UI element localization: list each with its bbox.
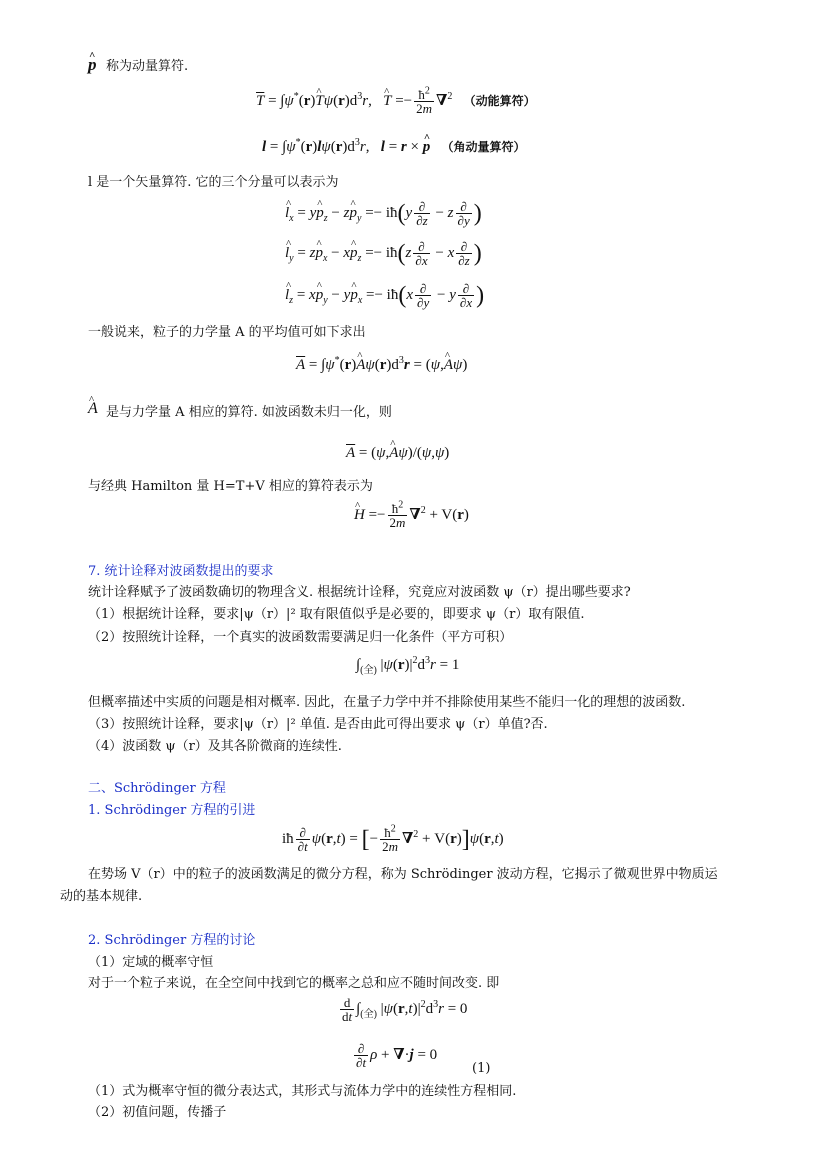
equation-lx: l $\^{}_x$ = yp $\^{}_z$ − zp $\^{}_y$ =− iħ(y $\frac{\partial}{\partial z}$ − z $\frac{\partial}{\partial y}$ )	[285, 200, 482, 227]
p-intro-text: 称为动量算符.	[106, 59, 189, 74]
equation-ly: l $\^{}_y$ = zp $\^{}_x$ − xp $\^{}_z$ =− iħ(z $\frac{\partial}{\partial x}$ − x $\frac{\partial}{\partial z}$ )	[285, 240, 482, 267]
l-vector-text: l 是一个矢量算符. 它的三个分量可以表示为	[88, 175, 339, 190]
equation-number-1: (1)	[472, 1061, 491, 1076]
angular-note: （角动量算符）	[441, 140, 526, 154]
p-hat-symbol: p ^	[88, 54, 97, 76]
a-hat-symbol: A ^	[88, 398, 98, 420]
all-space-label: (全)	[360, 665, 377, 676]
section-1-paragraph-line-1: 在势场 V（r）中的粒子的波函数满足的微分方程，称为 Schrödinger 波动方程，它揭示了微观世界中物质运	[88, 867, 718, 882]
section-7-item-3: （3）按照统计诠释，要求|ψ（r）|² 单值. 是否由此可得出要求 ψ（r）单值?否.	[88, 717, 548, 732]
equation-schrodinger: iħ $\frac{\partial}{\partial t}$ ψ(r,t) = [− $\frac{ħ^2}{2m}$ ∇$^2$ + V(r)]ψ(r,t)	[282, 823, 504, 854]
equation-lz: l $\^{}_z$ = xp $\^{}_y$ − yp $\^{}_x$ =− iħ(x $\frac{\partial}{\partial y}$ − y $\frac{\partial}{\partial x}$ )	[285, 282, 484, 309]
section-7-paragraph-1: 统计诠释赋予了波函数确切的物理含义. 根据统计诠释，究竟应对波函数 ψ（r）提出哪些要求?	[88, 585, 631, 600]
section-2-title: 2. Schrödinger 方程的讨论	[88, 933, 256, 948]
part-2-title: 二、Schrödinger 方程	[88, 781, 226, 796]
equation-normalization: $\int_{(全)}$ $|\psi(r)|^2d^3r = 1$	[356, 655, 460, 676]
section-1-paragraph-line-2: 动的基本规律.	[60, 889, 143, 904]
section-2-subtitle-2: （2）初值问题，传播子	[88, 1105, 227, 1120]
equation-probability-conservation: $\frac{d}{dt}$ $\int_{(全)}$ $|\psi(r,t)|^2d^3r = 0$	[342, 995, 468, 1024]
equation-mean-unnormalized: $\overline{A} = (\psi,A$ ^ψ)/(ψ,ψ)	[346, 442, 449, 464]
section-7-paragraph-2: 但概率描述中实质的问题是相对概率. 因此，在量子力学中并不排除使用某些不能归一化的理想的波函数.	[88, 695, 686, 710]
a-hat-desc: 是与力学量 A 相应的算符. 如波函数未归一化，则	[106, 405, 392, 420]
kinetic-note: （动能算符）	[463, 93, 536, 108]
equation-mean-value: $\overline{A} = \int\psi^*(r)A$ $\^{}\psi(r)d^3r = (\psi,A$ ^ψ)	[296, 354, 467, 376]
equation-angular: $l = \int\psi^*(r)l\psi(r)d^3r$, l = r × p ^ （角动量算符）	[262, 136, 525, 158]
section-2-subtitle-1: （1）定域的概率守恒	[88, 955, 214, 970]
section-2-paragraph-1: 对于一个粒子来说，在全空间中找到它的概率之总和应不随时间改变. 即	[88, 976, 500, 991]
section-7-item-2: （2）按照统计诠释，一个真实的波函数需要满足归一化条件（平方可积）	[88, 630, 513, 645]
section-2-paragraph-2: （1）式为概率守恒的微分表达式，其形式与流体力学中的连续性方程相同.	[88, 1084, 517, 1099]
equation-kinetic: $\overline{T} = \int\psi^*(r)T$ $\^{}\psi(r)d^3r$, T ^ =− $\frac{ħ^2}{2m}$ ∇$^2$ （动能算符）	[256, 88, 536, 115]
mean-value-text: 一般说来，粒子的力学量 A 的平均值可如下求出	[88, 325, 366, 340]
section-7-item-1: （1）根据统计诠释，要求|ψ（r）|² 取有限值似乎是必要的，即要求 ψ（r）取有限值.	[88, 607, 585, 622]
section-1-title: 1. Schrödinger 方程的引进	[88, 803, 256, 818]
section-7-title: 7. 统计诠释对波函数提出的要求	[88, 564, 274, 579]
section-7-item-4: （4）波函数 ψ（r）及其各阶微商的连续性.	[88, 739, 342, 754]
equation-continuity: $\frac{\partial}{\partial t}$ ρ + ∇·j = 0	[356, 1041, 438, 1070]
equation-hamiltonian: H ^ =− $\frac{ħ^2}{2m}$ ∇$^2$ + V(r)	[354, 502, 469, 529]
hamilton-text: 与经典 Hamilton 量 H=T+V 相应的算符表示为	[88, 479, 373, 494]
